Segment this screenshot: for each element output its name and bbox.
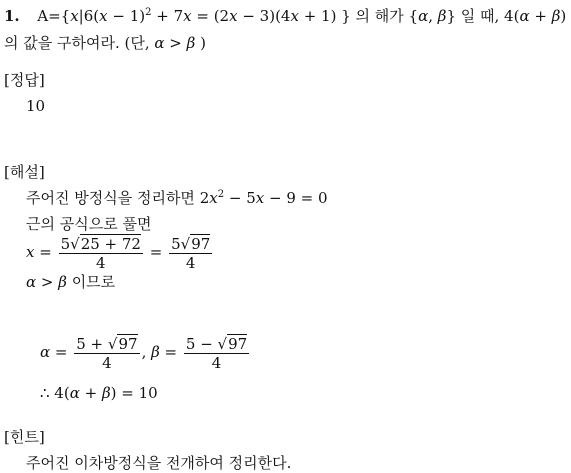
hint-header: [힌트] (4, 428, 45, 446)
numerator-part: 5 − (185, 334, 218, 353)
var-beta: β (58, 273, 67, 291)
problem-line-2 (4, 33, 206, 53)
answer-value: 10 (26, 97, 46, 115)
numerator-part: 5 (60, 234, 71, 253)
denominator: 4 (185, 253, 196, 272)
var-x: x (229, 7, 238, 25)
fraction-beta (184, 335, 249, 372)
var-beta: β (551, 7, 561, 25)
var-alpha: α (40, 343, 51, 361)
step-text: 이므로 (66, 273, 116, 291)
var-alpha: α (26, 273, 37, 291)
solution-step-6 (40, 383, 158, 403)
var-beta: β (437, 7, 447, 25)
var-alpha: α (154, 34, 165, 52)
problem-number: 1. (4, 7, 20, 25)
plus: + (79, 384, 102, 402)
plus: + (529, 7, 552, 25)
denominator: 4 (96, 253, 106, 272)
result-text: ) = 10 (110, 384, 158, 402)
var-beta: β (151, 343, 160, 361)
var-x: x (290, 7, 299, 25)
condition-text: 의 값을 구하여라. (단, (4, 34, 155, 52)
set-open: A={ (37, 7, 71, 25)
sqrt-sign: √ (180, 234, 191, 253)
solution-step-5 (40, 332, 251, 372)
comma: , (428, 7, 438, 25)
solution-step-1 (26, 188, 328, 208)
fraction-1 (59, 235, 143, 272)
var-beta: β (186, 34, 196, 52)
denominator: 4 (102, 353, 112, 372)
var-alpha: α (69, 384, 80, 402)
hint-text: 주어진 이차방정식을 전개하여 정리한다. (26, 454, 292, 472)
numerator-part: 5 + (76, 334, 108, 353)
var-beta: β (101, 384, 111, 402)
radicand: 97 (191, 234, 211, 253)
var-x: x (26, 243, 35, 261)
radicand: 97 (228, 334, 248, 353)
equals: = (50, 343, 73, 361)
close-paren: ) (560, 7, 567, 25)
eq-part: + 1) } 의 해가 { (298, 7, 419, 25)
exponent: 2 (217, 189, 225, 200)
comma: , (141, 343, 152, 361)
set-bar: | (78, 7, 84, 25)
var-x: x (209, 189, 218, 207)
fraction-2 (169, 235, 212, 272)
solution-step-3 (26, 232, 214, 272)
answer-header: [정답] (4, 71, 45, 89)
tail-text: } 일 때, 4( (446, 7, 520, 25)
problem-line-1 (4, 6, 566, 26)
var-x: x (183, 7, 192, 25)
eq-part: − 1) (107, 7, 146, 25)
solution-step-4 (26, 272, 115, 292)
eq-part: − 5 (224, 189, 256, 207)
equals: = (144, 243, 168, 261)
therefore-text: ∴ 4( (40, 384, 70, 402)
eq-part: − 3)(4 (237, 7, 291, 25)
sqrt-sign: √ (217, 334, 228, 353)
var-x: x (99, 7, 108, 25)
radicand: 25 + 72 (80, 234, 141, 253)
var-x: x (255, 189, 265, 207)
solution-header: [해설] (4, 163, 45, 181)
solution-step-2: 근의 공식으로 풀면 (26, 215, 152, 233)
var-x: x (70, 7, 79, 25)
gt: > (164, 34, 187, 52)
step-text: 주어진 방정식을 정리하면 2 (26, 189, 210, 207)
eq-part: 6( (83, 7, 100, 25)
sqrt-sign: √ (70, 234, 80, 253)
close: ) (195, 34, 206, 52)
eq-part: + 7 (151, 7, 184, 25)
equals: = (34, 243, 57, 261)
equals: = (159, 343, 182, 361)
var-alpha: α (418, 7, 429, 25)
sqrt-sign: √ (107, 334, 118, 353)
denominator: 4 (211, 353, 222, 372)
fraction-alpha (74, 335, 139, 372)
eq-part: = (2 (191, 7, 230, 25)
gt: > (36, 273, 59, 291)
eq-part: − 9 = 0 (264, 189, 328, 207)
var-alpha: α (519, 7, 530, 25)
numerator-part: 5 (171, 234, 181, 253)
radicand: 97 (118, 334, 138, 353)
exponent: 2 (145, 7, 152, 18)
